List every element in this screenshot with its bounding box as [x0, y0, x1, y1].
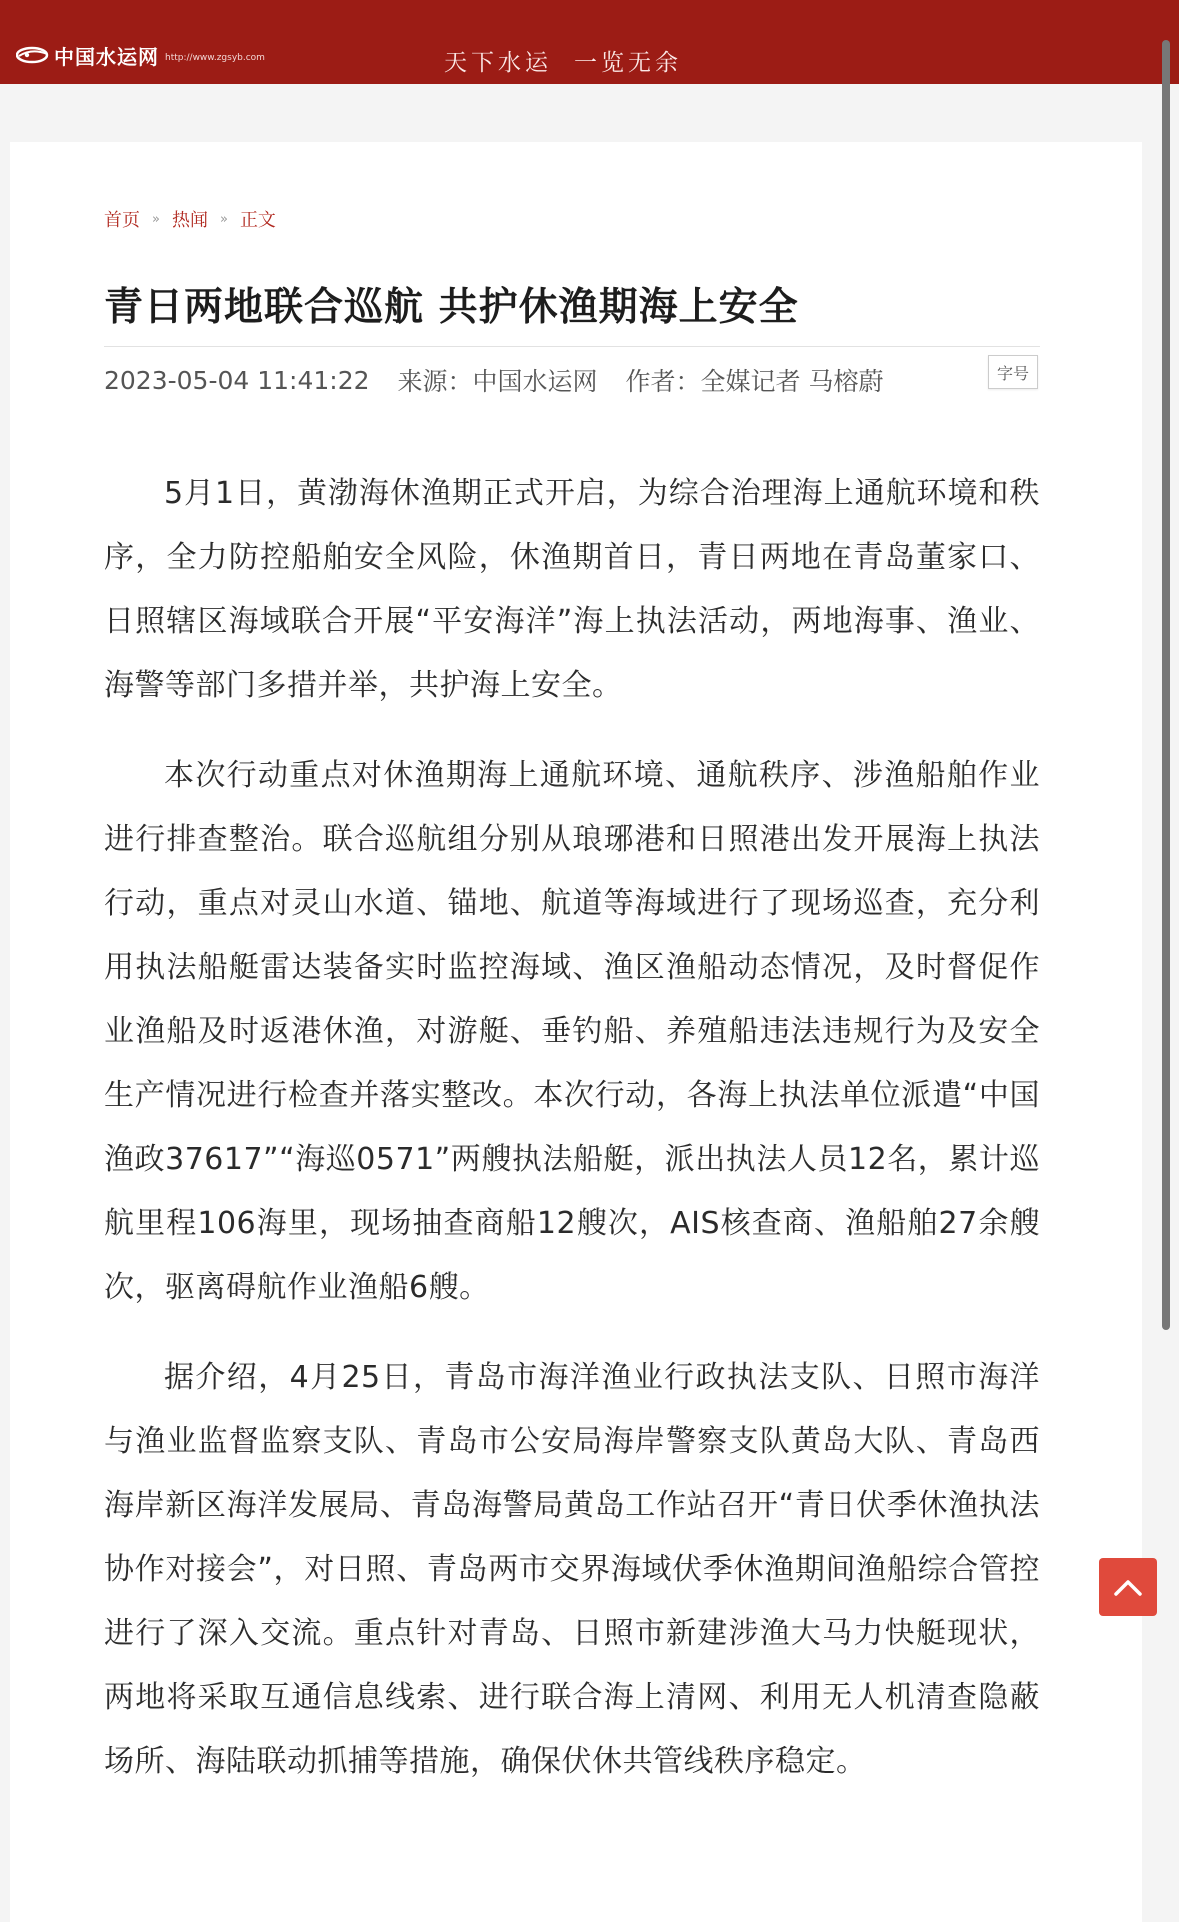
font-size-button[interactable]: 字号 — [988, 355, 1038, 389]
breadcrumb-home[interactable]: 首页 — [104, 210, 140, 231]
article-datetime: 2023-05-04 11:41:22 — [104, 365, 370, 395]
breadcrumb-section[interactable]: 热闻 — [171, 210, 208, 231]
article-meta — [104, 362, 1040, 398]
slogan-right: 一览无余 — [574, 50, 682, 76]
back-to-top-button[interactable] — [1099, 1558, 1157, 1616]
breadcrumb — [104, 206, 276, 232]
article-paragraph: 本次行动重点对休渔期海上通航环境、通航秩序、涉渔船舶作业进行排查整治。联合巡航组分别从琅琊港和日照港出发开展海上执法行动，重点对灵山水道、锚地、航道等海域进行了现场巡查，充分利用执法船艇雷达装备实时监控海域、渔区渔船动态情况，及时督促作业渔船及时返港休渔，对游艇、垂钓船、养殖船违法违规行为及安全生产情况进行检查并落实整改。本次行动，各海上执法单位派遣“中国渔政37617”“海巡0571”两艘执法船艇，派出执法人员12名，累计巡航里程106海里，现场抽查商船12艘次，AIS核查商、渔船舶27余艘次，驱离碍航作业渔船6艘。 — [104, 758, 1040, 1305]
logo-text: 中国水运网 — [54, 44, 159, 69]
article-card — [10, 142, 1142, 1922]
site-logo[interactable] — [16, 38, 265, 72]
slogan-left: 天下水运 — [444, 50, 552, 76]
article-title: 青日两地联合巡航 共护休渔期海上安全 — [104, 285, 799, 330]
article-paragraph: 5月1日，黄渤海休渔期正式开启，为综合治理海上通航环境和秩序，全力防控船舶安全风险，休渔期首日，青日两地在青岛董家口、日照辖区海域联合开展“平安海洋”海上执法活动，两地海事、渔业、海警等部门多措并举，共护海上安全。 — [104, 476, 1040, 703]
logo-url: http://www.zgsyb.com — [165, 53, 265, 63]
breadcrumb-separator: » — [152, 211, 160, 227]
article-body — [104, 462, 1040, 1820]
article-author: 作者：全媒记者 马榕蔚 — [625, 367, 884, 396]
logo-icon — [16, 46, 50, 64]
article-paragraph: 据介绍，4月25日，青岛市海洋渔业行政执法支队、日照市海洋与渔业监督监察支队、青岛市公安局海岸警察支队黄岛大队、青岛西海岸新区海洋发展局、青岛海警局黄岛工作站召开“青日伏季休渔执法协作对接会”，对日照、青岛两市交界海域伏季休渔期间渔船综合管控进行了深入交流。重点针对青岛、日照市新建涉渔大马力快艇现状，两地将采取互通信息线索、进行联合海上清网、利用无人机清查隐蔽场所、海陆联动抓捕等措施，确保伏休共管线秩序稳定。 — [104, 1360, 1040, 1779]
top-header — [0, 0, 1179, 84]
site-slogan — [444, 44, 682, 77]
breadcrumb-current[interactable]: 正文 — [239, 210, 276, 231]
chevron-up-icon — [1113, 1577, 1143, 1597]
scrollbar[interactable] — [1162, 40, 1170, 1330]
article-source: 来源：中国水运网 — [397, 367, 598, 396]
divider — [104, 346, 1040, 347]
breadcrumb-separator: » — [219, 211, 228, 227]
